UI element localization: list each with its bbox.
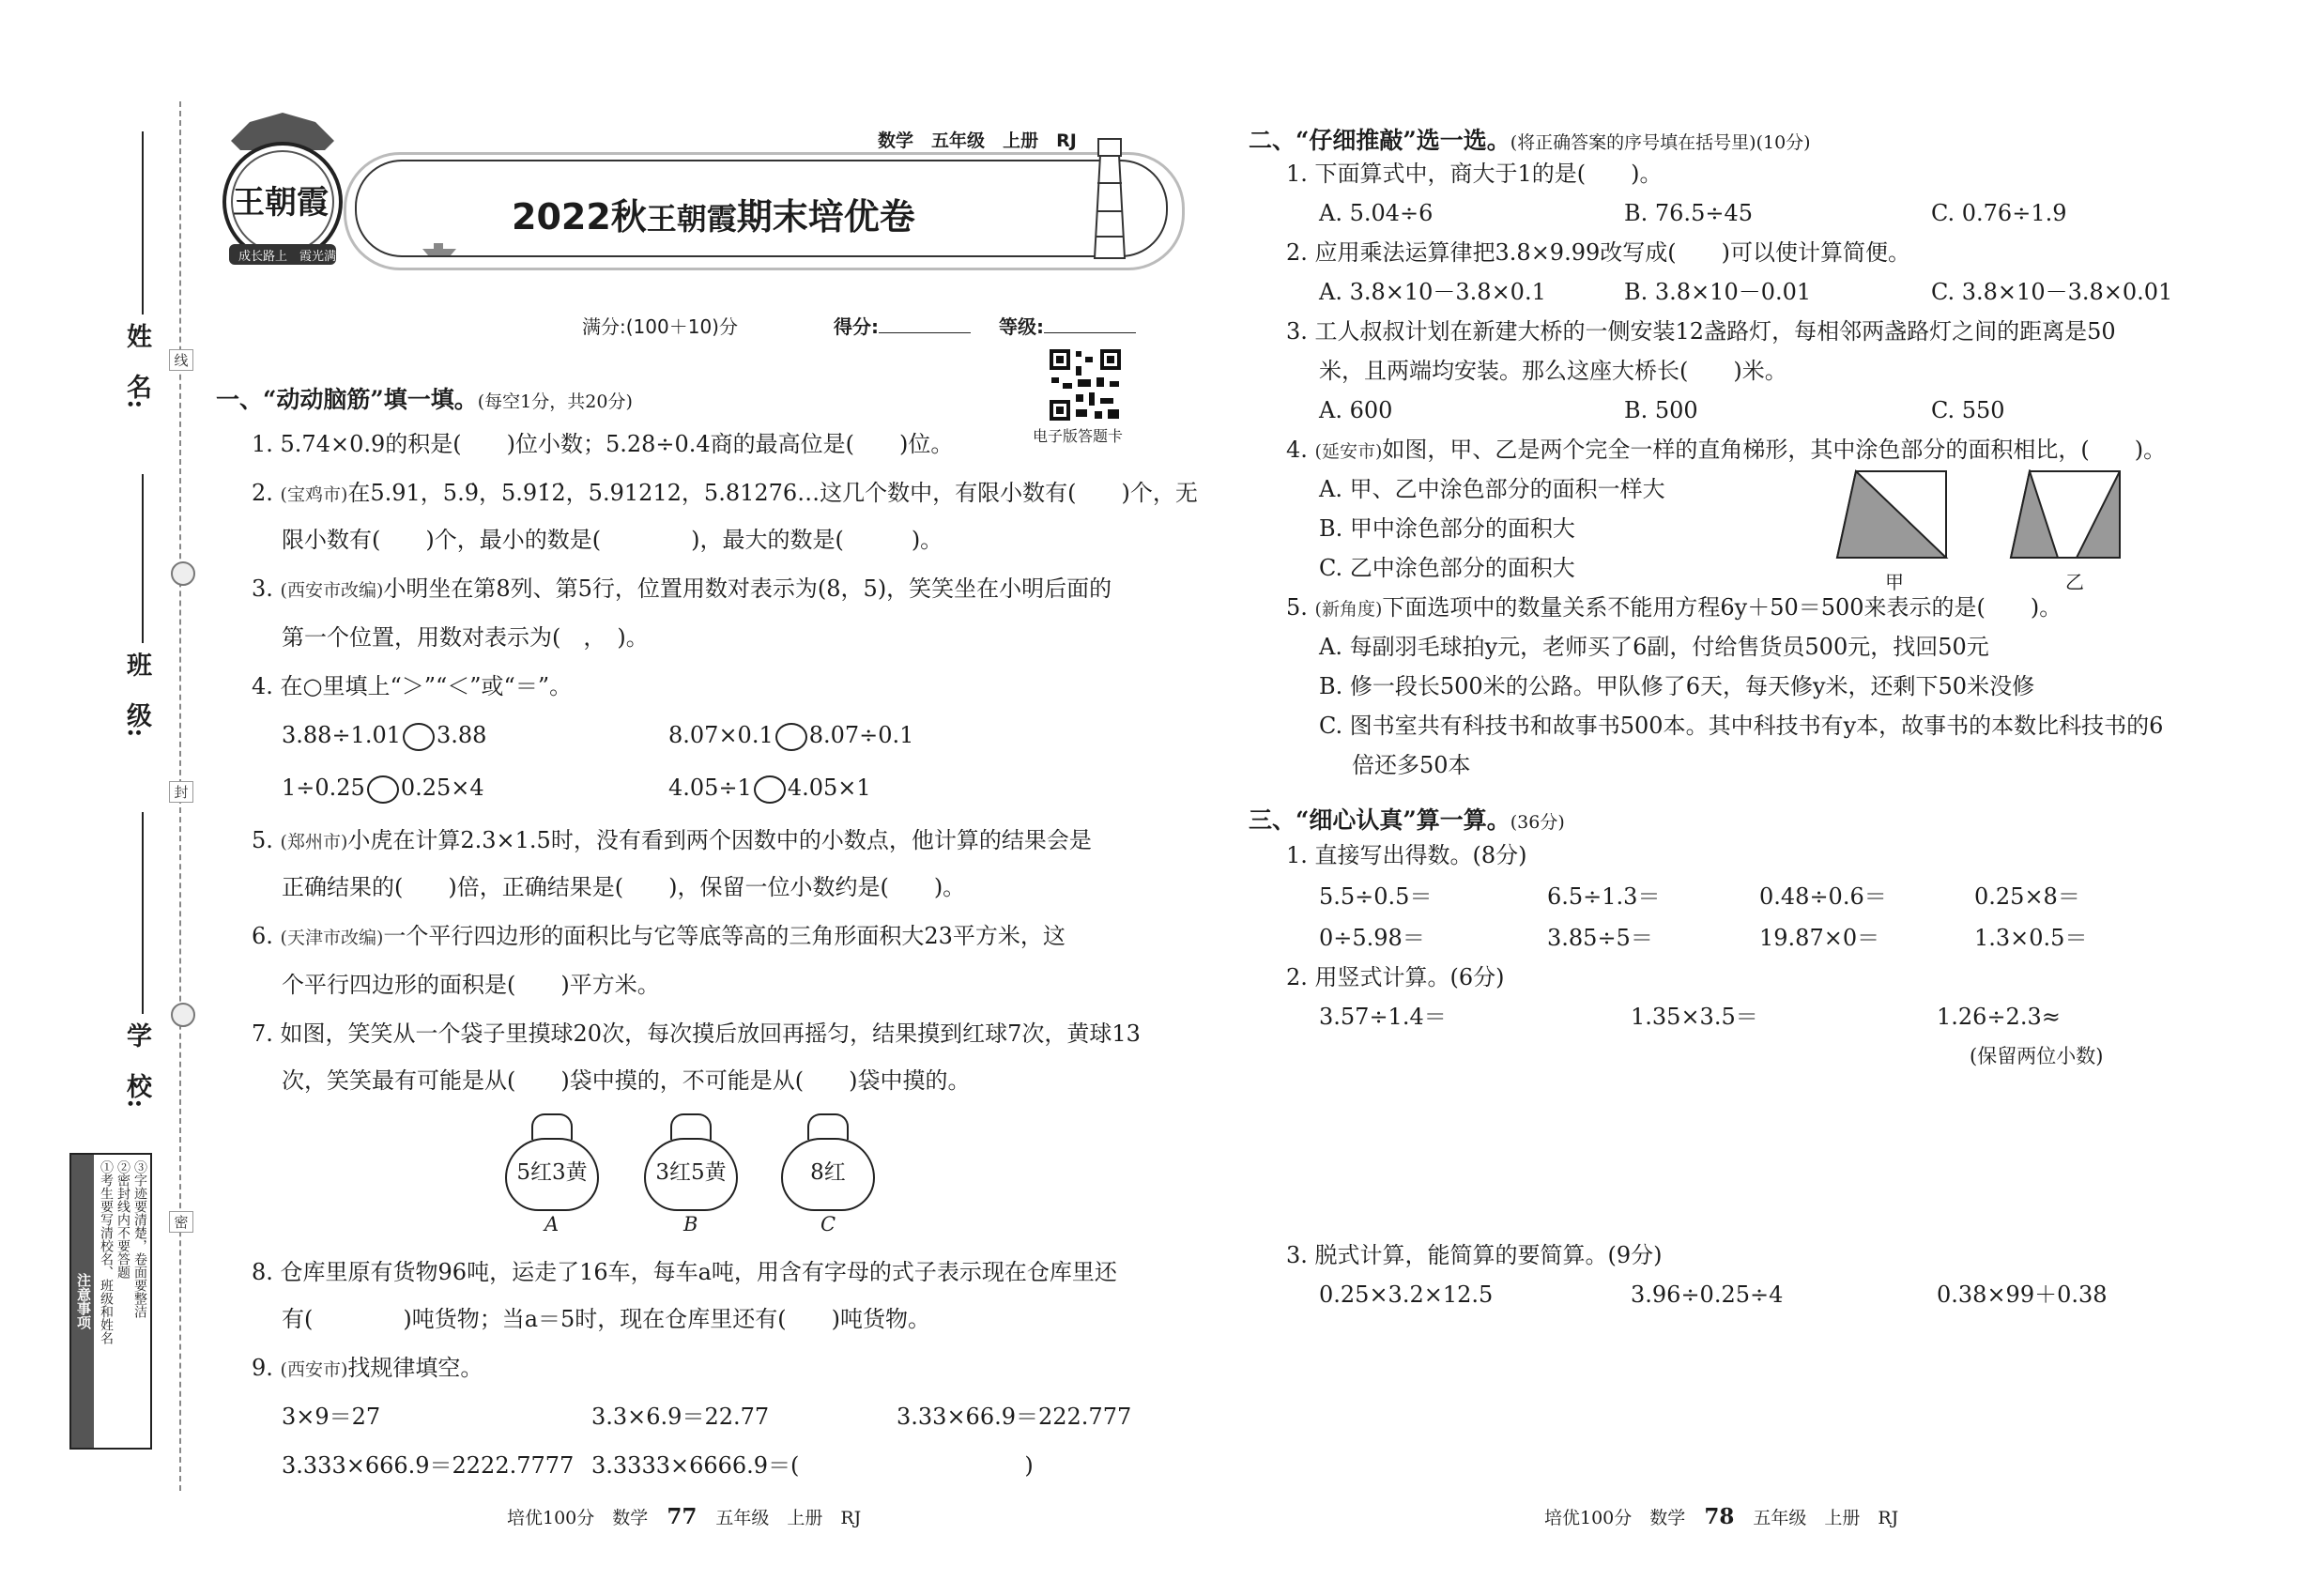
s1-item: 0.48÷0.6＝ — [1759, 883, 1887, 910]
page-footer-right: 培优100分 数学 78 五年级 上册 RJ — [1544, 1504, 1899, 1529]
notice-box — [69, 1153, 152, 1450]
s2: 2. 用竖式计算。(6分) — [1286, 964, 1505, 990]
q6-line2: 个平行四边形的面积是( )平方米。 — [282, 972, 660, 998]
grade-field[interactable]: 等级: — [999, 312, 1136, 339]
qr-caption: 电子版答题卡 — [1033, 427, 1124, 445]
s1-item: 19.87×0＝ — [1759, 925, 1880, 951]
ship-icon — [421, 242, 458, 255]
s1-item: 6.5÷1.3＝ — [1547, 883, 1661, 910]
s3-item: 0.38×99＋0.38 — [1937, 1281, 2108, 1308]
s3: 3. 脱式计算，能简算的要简算。(9分) — [1286, 1242, 1663, 1268]
trapezoid-jia — [1835, 469, 1957, 560]
q9-item: 3×9＝27 — [282, 1404, 381, 1430]
s3-item: 3.96÷0.25÷4 — [1631, 1281, 1784, 1308]
r3-opt[interactable]: C. 550 — [1931, 397, 2005, 423]
q4: 4. 在○里填上“＞”“＜”或“＝”。 — [252, 673, 573, 699]
r1: 1. 下面算式中，商大于1的是( )。 — [1286, 161, 1663, 187]
notice-item: ②密封线内不要答题 — [115, 1160, 130, 1279]
q7-line2: 次，笑笑最有可能是从( )袋中摸的，不可能是从( )袋中摸的。 — [282, 1067, 971, 1094]
compare-circle[interactable] — [403, 723, 435, 751]
figure-label: 甲 — [1885, 571, 1904, 593]
s1-item: 0÷5.98＝ — [1319, 925, 1425, 951]
s2-item: 1.35×3.5＝ — [1631, 1004, 1758, 1030]
q6-line1: 6. (天津市改编)一个平行四边形的面积比与它等底等高的三角形面积大23平方米，这 — [252, 923, 1066, 949]
r4-opt[interactable]: C. 乙中涂色部分的面积大 — [1319, 555, 1575, 581]
q4-item: 8.07×0.1 8.07÷0.1 — [668, 721, 913, 751]
bag-letter: B — [683, 1213, 698, 1235]
qr-code[interactable] — [1048, 347, 1123, 422]
q4-item: 3.88÷1.01 3.88 — [282, 721, 486, 751]
compare-circle[interactable] — [367, 775, 399, 804]
compare-circle[interactable] — [775, 723, 807, 751]
s3-item: 0.25×3.2×12.5 — [1319, 1281, 1494, 1308]
q3-line1: 3. (西安市改编)小明坐在第8列、第5行，位置用数对表示为(8，5)，笑笑坐在小明后面的 — [252, 575, 1112, 602]
r4: 4. (延安市)如图，甲、乙是两个完全一样的直角梯形，其中涂色部分的面积相比，( )。 — [1286, 437, 2167, 463]
r1-opt[interactable]: C. 0.76÷1.9 — [1931, 200, 2067, 226]
s2-item: 3.57÷1.4＝ — [1319, 1004, 1447, 1030]
notice-item: ①考生要写清校名、班级和姓名 — [99, 1160, 114, 1344]
section2-heading: 二、“仔细推敲”选一选。(将正确答案的序号填在括号里)(10分) — [1249, 127, 1811, 154]
q9-item: 3.33×66.9＝222.777 — [897, 1404, 1132, 1430]
notice-title: 注意事项 — [71, 1155, 94, 1448]
q9-item: 3.333×666.9＝2222.7777 — [282, 1452, 575, 1479]
slogan: 成长路上 霞光满天 — [238, 250, 349, 264]
q2-line1: 2. (宝鸡市)在5.91，5.9̇，5.91̇2̇，5.91212，5.81276…这几个数中，有限小数有( )个，无 — [252, 480, 1198, 506]
section3-heading: 三、“细心认真”算一算。(36分) — [1249, 806, 1565, 834]
q9-item: 3.3333×6666.9＝( ) — [591, 1452, 1034, 1479]
q3-line2: 第一个位置，用数对表示为( ， )。 — [282, 624, 649, 651]
s1-item: 5.5÷0.5＝ — [1319, 883, 1433, 910]
s1-item: 0.25×8＝ — [1974, 883, 2080, 910]
bag-c: 8红 — [781, 1113, 875, 1213]
header-meta: 数学 五年级 上册 RJ — [878, 130, 1077, 151]
q9-item: 3.3×6.9＝22.77 — [591, 1404, 770, 1430]
bag-b: 3红5黄 — [644, 1113, 738, 1213]
q8-line1: 8. 仓库里原有货物96吨，运走了16车，每车a吨，用含有字母的式子表示现在仓库里还 — [252, 1259, 1117, 1285]
r3-opt[interactable]: B. 500 — [1624, 397, 1698, 423]
r2-opt[interactable]: B. 3.8×10－0.01 — [1624, 279, 1812, 305]
figure-label: 乙 — [2065, 571, 2084, 593]
page-footer-left: 培优100分 数学 77 五年级 上册 RJ — [507, 1504, 862, 1529]
cut-mark: 封 — [169, 781, 193, 803]
q1: 1. 5.74×0.9的积是( )位小数；5.28÷0.4商的最高位是( )位。 — [252, 431, 954, 457]
q5-line1: 5. (郑州市)小虎在计算2.3×1.5时，没有看到两个因数中的小数点，他计算的结果会是 — [252, 827, 1092, 853]
binding-hole — [171, 1003, 195, 1027]
r2: 2. 应用乘法运算律把3.8×9.99改写成( )可以使计算简便。 — [1286, 239, 1910, 266]
cut-mark: 密 — [169, 1211, 193, 1233]
notice-item: ③字迹要清楚，卷面要整洁 — [132, 1160, 147, 1318]
q7-line1: 7. 如图，笑笑从一个袋子里摸球20次，每次摸后放回再摇匀，结果摸到红球7次，黄球13 — [252, 1021, 1141, 1047]
lighthouse-icon — [1081, 131, 1138, 263]
r2-opt[interactable]: A. 3.8×10－3.8×0.1 — [1319, 279, 1546, 305]
r5-opt[interactable]: B. 修一段长500米的公路。甲队修了6天，每天修y米，还剩下50米没修 — [1319, 673, 2035, 699]
r1-opt[interactable]: B. 76.5÷45 — [1624, 200, 1753, 226]
r5-opt[interactable]: A. 每副羽毛球拍y元，老师买了6副，付给售货员500元，找回50元 — [1319, 634, 1989, 660]
r5-opt[interactable]: C. 图书室共有科技书和故事书500本。其中科技书有y本，故事书的本数比科技书的6 — [1319, 713, 2164, 739]
compare-circle[interactable] — [754, 775, 786, 804]
trapezoid-yi — [2009, 469, 2131, 560]
cut-mark: 线 — [169, 349, 193, 371]
r2-opt[interactable]: C. 3.8×10－3.8×0.01 — [1931, 279, 2173, 305]
r5: 5. (新角度)下面选项中的数量关系不能用方程6y＋50＝500来表示的是( )。 — [1286, 594, 2062, 621]
s2-item: 1.26÷2.3≈ — [1937, 1004, 2061, 1030]
q5-line2: 正确结果的( )倍，正确结果是( )，保留一位小数约是( )。 — [282, 874, 966, 900]
q9-heading: 9. (西安市)找规律填空。 — [252, 1355, 483, 1381]
section1-heading: 一、“动动脑筋”填一填。(每空1分，共20分) — [216, 386, 633, 413]
r4-opt[interactable]: B. 甲中涂色部分的面积大 — [1319, 515, 1575, 542]
q4-item: 4.05÷1 4.05×1 — [668, 774, 871, 804]
r1-opt[interactable]: A. 5.04÷6 — [1319, 200, 1434, 226]
full-score: 满分:(100＋10)分 — [582, 315, 738, 338]
brand-logo — [212, 113, 353, 272]
s1: 1. 直接写出得数。(8分) — [1286, 842, 1527, 868]
r3-line2: 米，且两端均安装。那么这座大桥长( )米。 — [1319, 358, 1787, 384]
score-field[interactable]: 得分: — [834, 312, 971, 339]
bag-letter: A — [544, 1213, 560, 1235]
bag-letter: C — [820, 1213, 836, 1235]
school-field[interactable]: 学 校: — [118, 812, 155, 1108]
r3-opt[interactable]: A. 600 — [1319, 397, 1393, 423]
bag-a: 5红3黄 — [505, 1113, 599, 1213]
brand-name: 王朝霞 — [233, 184, 329, 222]
page-number: 78 — [1704, 1504, 1735, 1529]
name-field[interactable]: 姓 名: — [118, 131, 155, 408]
r3-line1: 3. 工人叔叔计划在新建大桥的一侧安装12盏路灯，每相邻两盏路灯之间的距离是50 — [1286, 318, 2116, 345]
s1-item: 3.85÷5＝ — [1547, 925, 1653, 951]
q4-item: 1÷0.25 0.25×4 — [282, 774, 484, 804]
s1-item: 1.3×0.5＝ — [1974, 925, 2088, 951]
page-title: 2022秋王朝霞期末培优卷 — [512, 196, 915, 238]
page-number: 77 — [667, 1504, 698, 1529]
class-field[interactable]: 班 级: — [118, 474, 155, 737]
r4-opt[interactable]: A. 甲、乙中涂色部分的面积一样大 — [1319, 476, 1665, 502]
q2-line2: 限小数有( )个，最小的数是( )，最大的数是( )。 — [282, 527, 943, 553]
s2-note: (保留两位小数) — [1970, 1045, 2104, 1067]
binding-hole — [171, 561, 195, 586]
q8-line2: 有( )吨货物；当a＝5时，现在仓库里还有( )吨货物。 — [282, 1306, 931, 1332]
r5-opt-cont: 倍还多50本 — [1352, 752, 1471, 778]
